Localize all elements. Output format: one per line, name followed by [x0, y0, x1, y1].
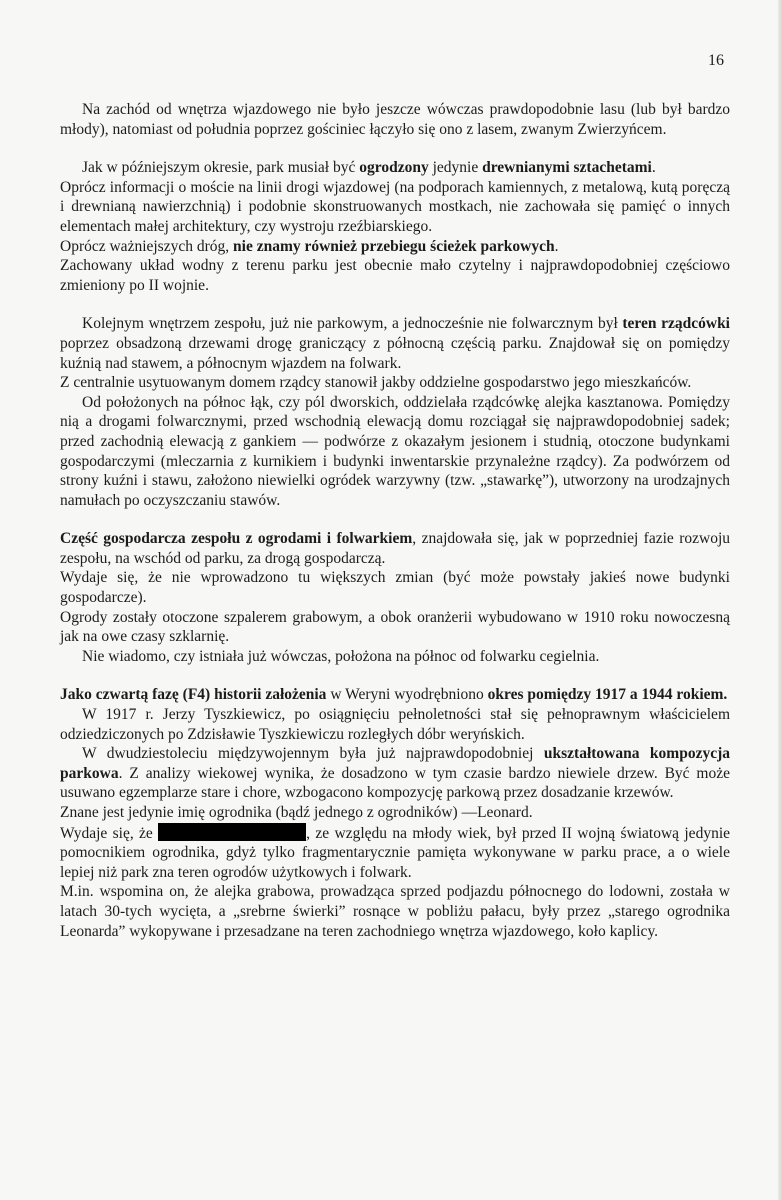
paragraph-1: Na zachód od wnętrza wjazdowego nie było jeszcze wówczas prawdopodobnie lasu (lub był bardzo młody), natomiast od południa poprzez gościniec łączyło się ono z lasem, zwanym Zwierzyńcem. — [60, 101, 730, 138]
paragraph-3: Oprócz informacji o moście na linii drogi wjazdowej (na podporach kamiennych, z metalową, kutą poręczą i drewnianą nawierzchnią) i podobnie skonstruowanych mostkach, nie zachowała się pamięć o innych elementach małej architektury, czy wystroju rzeźbiarskiego. — [60, 178, 730, 235]
paragraph-13: Jako czwartą fazę (F4) historii założenia w Weryni wyodrębniono okres pomiędzy 1917 a 1944 rokiem. — [60, 686, 728, 704]
page-number: 16 — [708, 52, 724, 69]
paragraph-12: Nie wiadomo, czy istniała już wówczas, położona na północ od folwarku cegielnia. — [82, 647, 600, 665]
paragraph-4: Oprócz ważniejszych dróg, nie znamy również przebiegu ścieżek parkowych. — [60, 237, 559, 255]
paragraph-2: Jak w późniejszym okresie, park musiał być ogrodzony jedynie drewnianymi sztachetami. — [82, 159, 656, 177]
paragraph-11: Ogrody zostały otoczone szpalerem grabowym, a obok oranżerii wybudowano w 1910 roku nowoczesną jak na owe czasy szklarnię. — [60, 608, 730, 646]
paragraph-18: M.in. wspomina on, że alejka grabowa, prowadząca sprzed podjazdu północnego do lodowni, została w latach 30-tych wycięta, a „srebrne świerki” rosnące w pobliżu pałacu, były przez „starego ogrodnika Leonarda” wykopywane i przesadzane na teren zachodniego wnętrza wjazdowego, koło kaplicy. — [60, 883, 730, 940]
redaction-bar — [158, 823, 306, 841]
paragraph-5: Zachowany układ wodny z terenu parku jest obecnie mało czytelny i najprawdopodobniej częściowo zmieniony po II wojnie. — [60, 257, 730, 294]
page-edge — [778, 0, 782, 1200]
document-body — [60, 100, 730, 941]
paragraph-17: Wydaje się, że , ze względu na młody wiek, był przed II wojną światową jedynie pomocnikiem ogrodnika, gdyż tylko fragmentarycznie pamięta wykonywane w parku prace, a o wiele lepiej niż park zna teren ogrodów użytkowych i folwark. — [60, 824, 730, 881]
paragraph-15: W dwudziestoleciu międzywojennym była już najprawdopodobniej ukształtowana kompozycja parkowa. Z analizy wiekowej wynika, że dosadzono w tym czasie bardzo niewiele drzew. Być może usuwano egzemplarze stare i chore, wzbogacono kompozycję parkową przez dosadzanie krzewów. — [60, 745, 730, 802]
paragraph-10: Wydaje się, że nie wprowadzono tu większych zmian (być może powstały jakieś nowe budynki gospodarcze). — [60, 569, 730, 607]
paragraph-8: Od położonych na północ łąk, czy pól dworskich, oddzielała rządcówkę alejka kasztanowa. Pomiędzy nią a drogami folwarcznymi, przed wschodnią elewacją domu rozciągał się najprawdopodobniej sadek; przed zachodnią elewacją z gankiem — podwórze z okazałym jesionem i studnią, otoczone budynkami gospodarczymi (mleczarnia z kurnikiem i budynki inwentarskie przynależne rządcy). Za podwórzem od strony kuźni i stawu, założono niewielki ogródek warzywny (tzw. „stawarkę”), utworzony na urodzajnych namułach po oczyszczaniu stawów. — [60, 393, 730, 509]
paragraph-6: Kolejnym wnętrzem zespołu, już nie parkowym, a jednocześnie nie folwarcznym był teren rządcówki poprzez obsadzoną drzewami drogę graniczący z północną częścią parku. Znajdował się on pomiędzy kuźnią nad stawem, a północnym wjazdem na folwark. — [60, 315, 730, 372]
paragraph-7: Z centralnie usytuowanym domem rządcy stanowił jakby oddzielne gospodarstwo jego mieszkańców. — [60, 374, 692, 392]
paragraph-16: Znane jest jedynie imię ogrodnika (bądź jednego z ogrodników) —Leonard. — [60, 804, 533, 821]
paragraph-14: W 1917 r. Jerzy Tyszkiewicz, po osiągnięciu pełnoletności stał się pełnoprawnym właścicielem odziedziczonych po Zdzisławie Tyszkiewiczu rozległych dóbr weryńskich. — [60, 706, 730, 743]
paragraph-9: Część gospodarcza zespołu z ogrodami i folwarkiem, znajdowała się, jak w poprzedniej fazie rozwoju zespołu, na wschód od parku, za drogą gospodarczą. — [60, 530, 731, 567]
